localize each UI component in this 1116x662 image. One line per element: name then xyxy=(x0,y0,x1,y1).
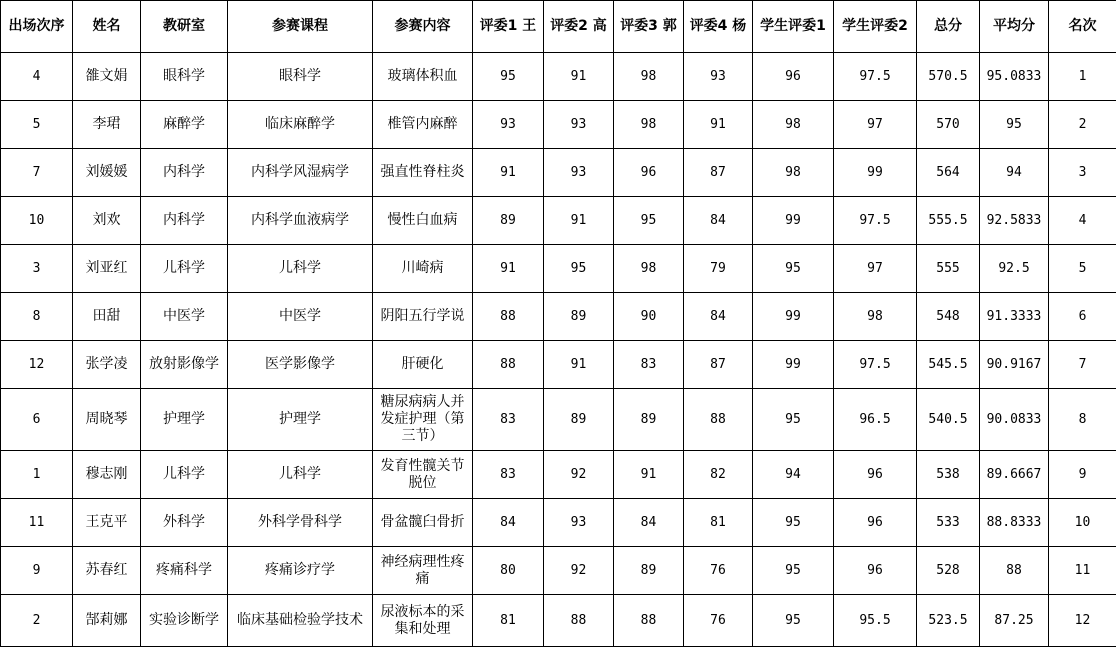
cell-judge-4: 79 xyxy=(684,245,753,293)
cell-rank: 9 xyxy=(1049,451,1116,499)
cell-judge-4: 82 xyxy=(684,451,753,499)
cell-judge-2: 93 xyxy=(544,499,614,547)
header-total: 总分 xyxy=(917,1,980,53)
cell-student-judge-2: 97.5 xyxy=(834,341,917,389)
cell-order: 11 xyxy=(1,499,73,547)
table-row xyxy=(1,245,1116,293)
cell-judge-3: 91 xyxy=(614,451,684,499)
cell-content: 糖尿病病人并发症护理（第三节） xyxy=(373,389,473,451)
cell-judge-1: 83 xyxy=(473,451,544,499)
cell-content: 肝硬化 xyxy=(373,341,473,389)
cell-rank: 12 xyxy=(1049,595,1116,647)
cell-judge-1: 91 xyxy=(473,149,544,197)
cell-course: 中医学 xyxy=(228,293,373,341)
cell-judge-1: 81 xyxy=(473,595,544,647)
header-judge-3: 评委3 郭 xyxy=(614,1,684,53)
table-row xyxy=(1,451,1116,499)
cell-judge-3: 90 xyxy=(614,293,684,341)
cell-name: 周晓琴 xyxy=(73,389,141,451)
cell-name: 苏春红 xyxy=(73,547,141,595)
cell-order: 6 xyxy=(1,389,73,451)
cell-student-judge-1: 95 xyxy=(753,547,834,595)
cell-order: 10 xyxy=(1,197,73,245)
cell-order: 4 xyxy=(1,53,73,101)
cell-rank: 8 xyxy=(1049,389,1116,451)
cell-department: 内科学 xyxy=(141,197,228,245)
cell-judge-2: 91 xyxy=(544,341,614,389)
cell-judge-4: 88 xyxy=(684,389,753,451)
cell-judge-4: 87 xyxy=(684,341,753,389)
cell-judge-3: 89 xyxy=(614,547,684,595)
cell-average: 88 xyxy=(980,547,1049,595)
table-body xyxy=(1,53,1116,647)
cell-average: 89.6667 xyxy=(980,451,1049,499)
cell-total: 540.5 xyxy=(917,389,980,451)
cell-department: 实验诊断学 xyxy=(141,595,228,647)
cell-rank: 7 xyxy=(1049,341,1116,389)
cell-average: 90.0833 xyxy=(980,389,1049,451)
cell-judge-2: 92 xyxy=(544,451,614,499)
cell-order: 3 xyxy=(1,245,73,293)
cell-judge-2: 88 xyxy=(544,595,614,647)
cell-department: 眼科学 xyxy=(141,53,228,101)
cell-judge-2: 91 xyxy=(544,197,614,245)
cell-content: 阴阳五行学说 xyxy=(373,293,473,341)
cell-judge-3: 95 xyxy=(614,197,684,245)
header-student-judge-2: 学生评委2 xyxy=(834,1,917,53)
cell-course: 疼痛诊疗学 xyxy=(228,547,373,595)
cell-rank: 2 xyxy=(1049,101,1116,149)
cell-order: 9 xyxy=(1,547,73,595)
cell-judge-4: 93 xyxy=(684,53,753,101)
cell-judge-1: 91 xyxy=(473,245,544,293)
cell-average: 90.9167 xyxy=(980,341,1049,389)
cell-student-judge-2: 97.5 xyxy=(834,53,917,101)
cell-course: 外科学骨科学 xyxy=(228,499,373,547)
cell-content: 川崎病 xyxy=(373,245,473,293)
cell-rank: 1 xyxy=(1049,53,1116,101)
cell-total: 538 xyxy=(917,451,980,499)
cell-judge-3: 98 xyxy=(614,245,684,293)
cell-total: 570.5 xyxy=(917,53,980,101)
cell-judge-3: 98 xyxy=(614,53,684,101)
cell-name: 刘媛媛 xyxy=(73,149,141,197)
cell-total: 545.5 xyxy=(917,341,980,389)
cell-judge-3: 89 xyxy=(614,389,684,451)
cell-name: 雒文娟 xyxy=(73,53,141,101)
cell-student-judge-2: 97.5 xyxy=(834,197,917,245)
cell-content: 骨盆髋臼骨折 xyxy=(373,499,473,547)
table-row xyxy=(1,53,1116,101)
cell-department: 麻醉学 xyxy=(141,101,228,149)
header-department: 教研室 xyxy=(141,1,228,53)
cell-order: 1 xyxy=(1,451,73,499)
table-row xyxy=(1,101,1116,149)
cell-judge-1: 93 xyxy=(473,101,544,149)
cell-name: 刘欢 xyxy=(73,197,141,245)
cell-judge-3: 96 xyxy=(614,149,684,197)
cell-rank: 10 xyxy=(1049,499,1116,547)
cell-judge-2: 95 xyxy=(544,245,614,293)
cell-course: 临床基础检验学技术 xyxy=(228,595,373,647)
header-order: 出场次序 xyxy=(1,1,73,53)
cell-name: 田甜 xyxy=(73,293,141,341)
cell-content: 慢性白血病 xyxy=(373,197,473,245)
cell-student-judge-1: 99 xyxy=(753,293,834,341)
cell-judge-4: 84 xyxy=(684,293,753,341)
cell-judge-3: 83 xyxy=(614,341,684,389)
cell-average: 88.8333 xyxy=(980,499,1049,547)
cell-name: 李珺 xyxy=(73,101,141,149)
table-row xyxy=(1,499,1116,547)
table-row xyxy=(1,389,1116,451)
cell-content: 玻璃体积血 xyxy=(373,53,473,101)
header-student-judge-1: 学生评委1 xyxy=(753,1,834,53)
cell-student-judge-2: 96.5 xyxy=(834,389,917,451)
table-row xyxy=(1,547,1116,595)
cell-name: 王克平 xyxy=(73,499,141,547)
cell-student-judge-2: 97 xyxy=(834,245,917,293)
cell-judge-4: 91 xyxy=(684,101,753,149)
cell-course: 护理学 xyxy=(228,389,373,451)
cell-student-judge-2: 96 xyxy=(834,451,917,499)
cell-department: 儿科学 xyxy=(141,245,228,293)
cell-content: 强直性脊柱炎 xyxy=(373,149,473,197)
cell-judge-4: 81 xyxy=(684,499,753,547)
table-row xyxy=(1,149,1116,197)
cell-course: 临床麻醉学 xyxy=(228,101,373,149)
header-rank: 名次 xyxy=(1049,1,1116,53)
cell-judge-1: 88 xyxy=(473,341,544,389)
cell-judge-2: 91 xyxy=(544,53,614,101)
cell-judge-4: 84 xyxy=(684,197,753,245)
cell-total: 523.5 xyxy=(917,595,980,647)
cell-course: 医学影像学 xyxy=(228,341,373,389)
cell-average: 94 xyxy=(980,149,1049,197)
cell-judge-2: 93 xyxy=(544,149,614,197)
cell-department: 儿科学 xyxy=(141,451,228,499)
cell-judge-1: 89 xyxy=(473,197,544,245)
cell-department: 放射影像学 xyxy=(141,341,228,389)
cell-order: 7 xyxy=(1,149,73,197)
cell-student-judge-1: 95 xyxy=(753,245,834,293)
cell-judge-3: 88 xyxy=(614,595,684,647)
cell-student-judge-2: 96 xyxy=(834,499,917,547)
cell-judge-3: 98 xyxy=(614,101,684,149)
cell-student-judge-2: 99 xyxy=(834,149,917,197)
cell-judge-1: 83 xyxy=(473,389,544,451)
cell-average: 92.5 xyxy=(980,245,1049,293)
cell-course: 眼科学 xyxy=(228,53,373,101)
cell-total: 555 xyxy=(917,245,980,293)
cell-course: 内科学血液病学 xyxy=(228,197,373,245)
cell-student-judge-1: 99 xyxy=(753,341,834,389)
cell-content: 尿液标本的采集和处理 xyxy=(373,595,473,647)
cell-total: 564 xyxy=(917,149,980,197)
cell-average: 92.5833 xyxy=(980,197,1049,245)
header-content: 参赛内容 xyxy=(373,1,473,53)
cell-course: 内科学风湿病学 xyxy=(228,149,373,197)
cell-judge-1: 88 xyxy=(473,293,544,341)
cell-student-judge-1: 99 xyxy=(753,197,834,245)
cell-average: 95.0833 xyxy=(980,53,1049,101)
cell-judge-4: 87 xyxy=(684,149,753,197)
cell-average: 95 xyxy=(980,101,1049,149)
cell-total: 548 xyxy=(917,293,980,341)
table-row xyxy=(1,595,1116,647)
cell-name: 郜莉娜 xyxy=(73,595,141,647)
cell-rank: 5 xyxy=(1049,245,1116,293)
cell-order: 8 xyxy=(1,293,73,341)
table-row xyxy=(1,197,1116,245)
cell-judge-4: 76 xyxy=(684,547,753,595)
cell-total: 533 xyxy=(917,499,980,547)
cell-judge-2: 92 xyxy=(544,547,614,595)
cell-order: 2 xyxy=(1,595,73,647)
header-judge-4: 评委4 杨 xyxy=(684,1,753,53)
cell-average: 91.3333 xyxy=(980,293,1049,341)
cell-total: 555.5 xyxy=(917,197,980,245)
cell-student-judge-2: 95.5 xyxy=(834,595,917,647)
cell-average: 87.25 xyxy=(980,595,1049,647)
cell-department: 疼痛科学 xyxy=(141,547,228,595)
cell-student-judge-2: 98 xyxy=(834,293,917,341)
cell-judge-3: 84 xyxy=(614,499,684,547)
cell-student-judge-1: 95 xyxy=(753,389,834,451)
cell-total: 528 xyxy=(917,547,980,595)
cell-name: 穆志刚 xyxy=(73,451,141,499)
header-average: 平均分 xyxy=(980,1,1049,53)
header-judge-2: 评委2 高 xyxy=(544,1,614,53)
cell-student-judge-1: 96 xyxy=(753,53,834,101)
cell-judge-4: 76 xyxy=(684,595,753,647)
cell-judge-1: 84 xyxy=(473,499,544,547)
cell-content: 椎管内麻醉 xyxy=(373,101,473,149)
header-name: 姓名 xyxy=(73,1,141,53)
cell-student-judge-1: 98 xyxy=(753,149,834,197)
cell-student-judge-2: 96 xyxy=(834,547,917,595)
cell-judge-2: 89 xyxy=(544,389,614,451)
cell-student-judge-1: 98 xyxy=(753,101,834,149)
cell-rank: 11 xyxy=(1049,547,1116,595)
cell-rank: 6 xyxy=(1049,293,1116,341)
cell-rank: 4 xyxy=(1049,197,1116,245)
table-row xyxy=(1,293,1116,341)
header-course: 参赛课程 xyxy=(228,1,373,53)
cell-order: 5 xyxy=(1,101,73,149)
cell-department: 内科学 xyxy=(141,149,228,197)
cell-course: 儿科学 xyxy=(228,451,373,499)
cell-judge-1: 80 xyxy=(473,547,544,595)
cell-department: 中医学 xyxy=(141,293,228,341)
cell-department: 护理学 xyxy=(141,389,228,451)
cell-student-judge-1: 95 xyxy=(753,595,834,647)
cell-department: 外科学 xyxy=(141,499,228,547)
cell-judge-1: 95 xyxy=(473,53,544,101)
cell-judge-2: 93 xyxy=(544,101,614,149)
cell-student-judge-1: 94 xyxy=(753,451,834,499)
cell-name: 刘亚红 xyxy=(73,245,141,293)
cell-total: 570 xyxy=(917,101,980,149)
header-row xyxy=(1,1,1116,53)
cell-content: 神经病理性疼痛 xyxy=(373,547,473,595)
table-row xyxy=(1,341,1116,389)
header-judge-1: 评委1 王 xyxy=(473,1,544,53)
cell-course: 儿科学 xyxy=(228,245,373,293)
cell-order: 12 xyxy=(1,341,73,389)
cell-rank: 3 xyxy=(1049,149,1116,197)
cell-name: 张学凌 xyxy=(73,341,141,389)
cell-judge-2: 89 xyxy=(544,293,614,341)
cell-student-judge-2: 97 xyxy=(834,101,917,149)
cell-student-judge-1: 95 xyxy=(753,499,834,547)
cell-content: 发育性髋关节脱位 xyxy=(373,451,473,499)
